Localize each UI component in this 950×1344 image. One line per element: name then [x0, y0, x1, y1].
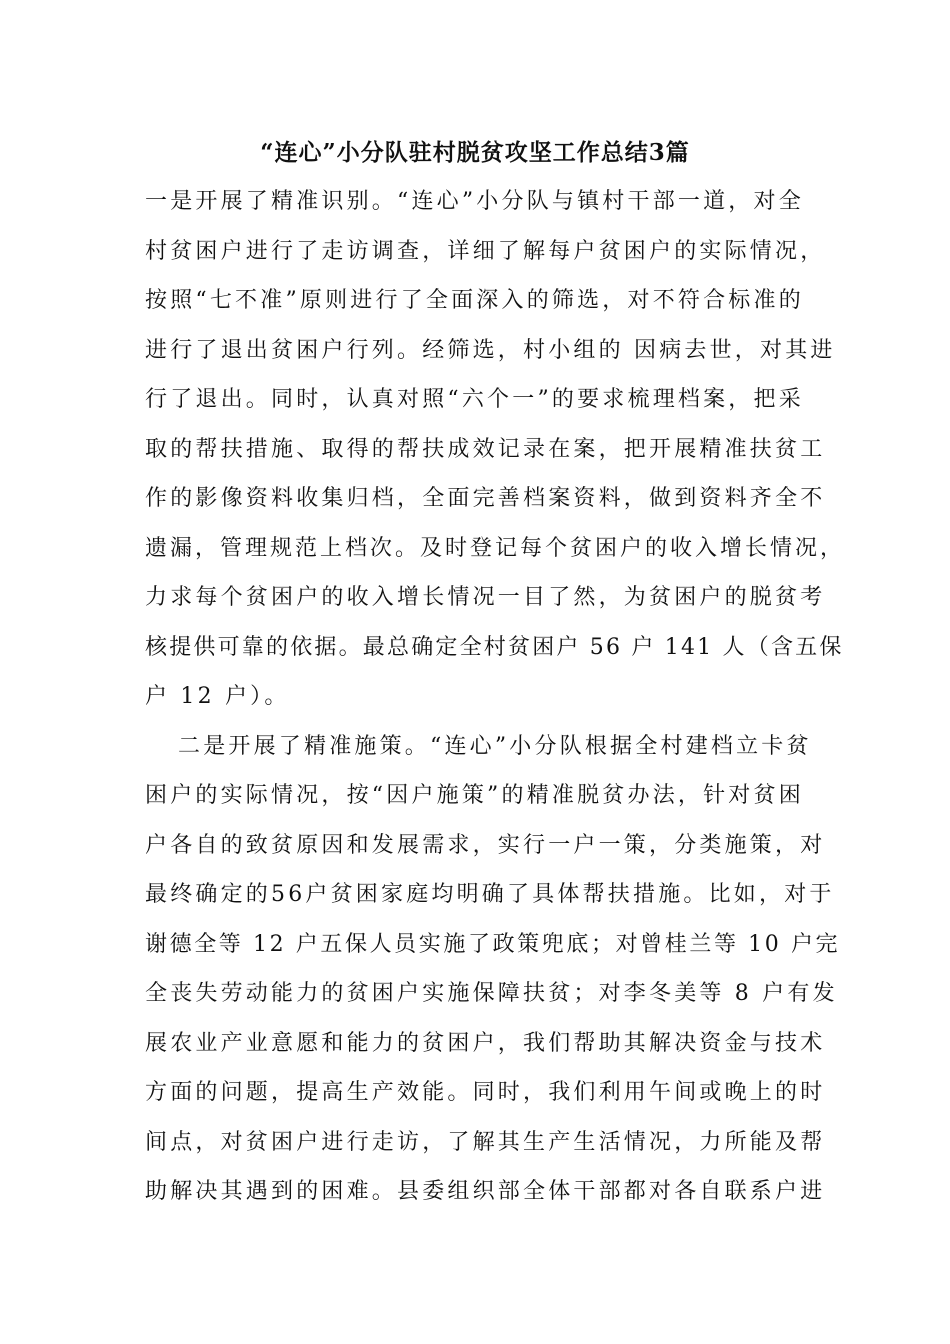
paragraph-2-line: 二是开展了精准施策。“连心”小分队根据全村建档立卡贫	[178, 734, 812, 759]
paragraph-1-line: 户 12 户）。	[145, 684, 290, 709]
paragraph-1-line: 村贫困户进行了走访调查，详细了解每户贫困户的实际情况，	[145, 239, 826, 264]
paragraph-1-line: 遗漏，管理规范上档次。及时登记每个贫困户的收入增长情况，	[145, 536, 846, 561]
paragraph-1-line: 一是开展了精准识别。“连心”小分队与镇村干部一道，对全	[145, 189, 804, 214]
paragraph-1-line: 作的影像资料收集归档，全面完善档案资料，做到资料齐全不	[145, 486, 826, 511]
paragraph-1-line: 取的帮扶措施、取得的帮扶成效记录在案，把开展精准扶贫工	[145, 437, 826, 462]
paragraph-2-line: 间点，对贫困户进行走访，了解其生产生活情况，力所能及帮	[145, 1130, 826, 1155]
paragraph-2-line: 方面的问题，提高生产效能。同时，我们利用午间或晚上的时	[145, 1080, 826, 1105]
document-title: “连心”小分队驻村脱贫攻坚工作总结3篇	[260, 139, 690, 166]
paragraph-2-line: 全丧失劳动能力的贫困户实施保障扶贫；对李冬美等 8 户有发	[145, 981, 838, 1006]
paragraph-1-line: 按照“七不准”原则进行了全面深入的筛选，对不符合标准的	[145, 288, 804, 313]
paragraph-2-line: 最终确定的56户贫困家庭均明确了具体帮扶措施。比如，对于	[145, 882, 835, 907]
paragraph-1-line: 行了退出。同时，认真对照“六个一”的要求梳理档案，把采	[145, 387, 804, 412]
paragraph-2-line: 户各自的致贫原因和发展需求，实行一户一策，分类施策，对	[145, 833, 826, 858]
paragraph-1-line: 力求每个贫困户的收入增长情况一目了然，为贫困户的脱贫考	[145, 585, 826, 610]
paragraph-2-line: 展农业产业意愿和能力的贫困户，我们帮助其解决资金与技术	[145, 1031, 826, 1056]
paragraph-2-line: 困户的实际情况，按“因户施策”的精准脱贫办法，针对贫困	[145, 783, 804, 808]
paragraph-1-line: 进行了退出贫困户行列。经筛选，村小组的 因病去世，对其进	[145, 338, 836, 363]
paragraph-1-line: 核提供可靠的依据。最总确定全村贫困户 56 户 141 人（含五保	[145, 635, 844, 660]
paragraph-2-line: 谢德全等 12 户五保人员实施了政策兜底；对曾桂兰等 10 户完	[145, 932, 841, 957]
paragraph-2-line: 助解决其遇到的困难。县委组织部全体干部都对各自联系户进	[145, 1179, 826, 1204]
